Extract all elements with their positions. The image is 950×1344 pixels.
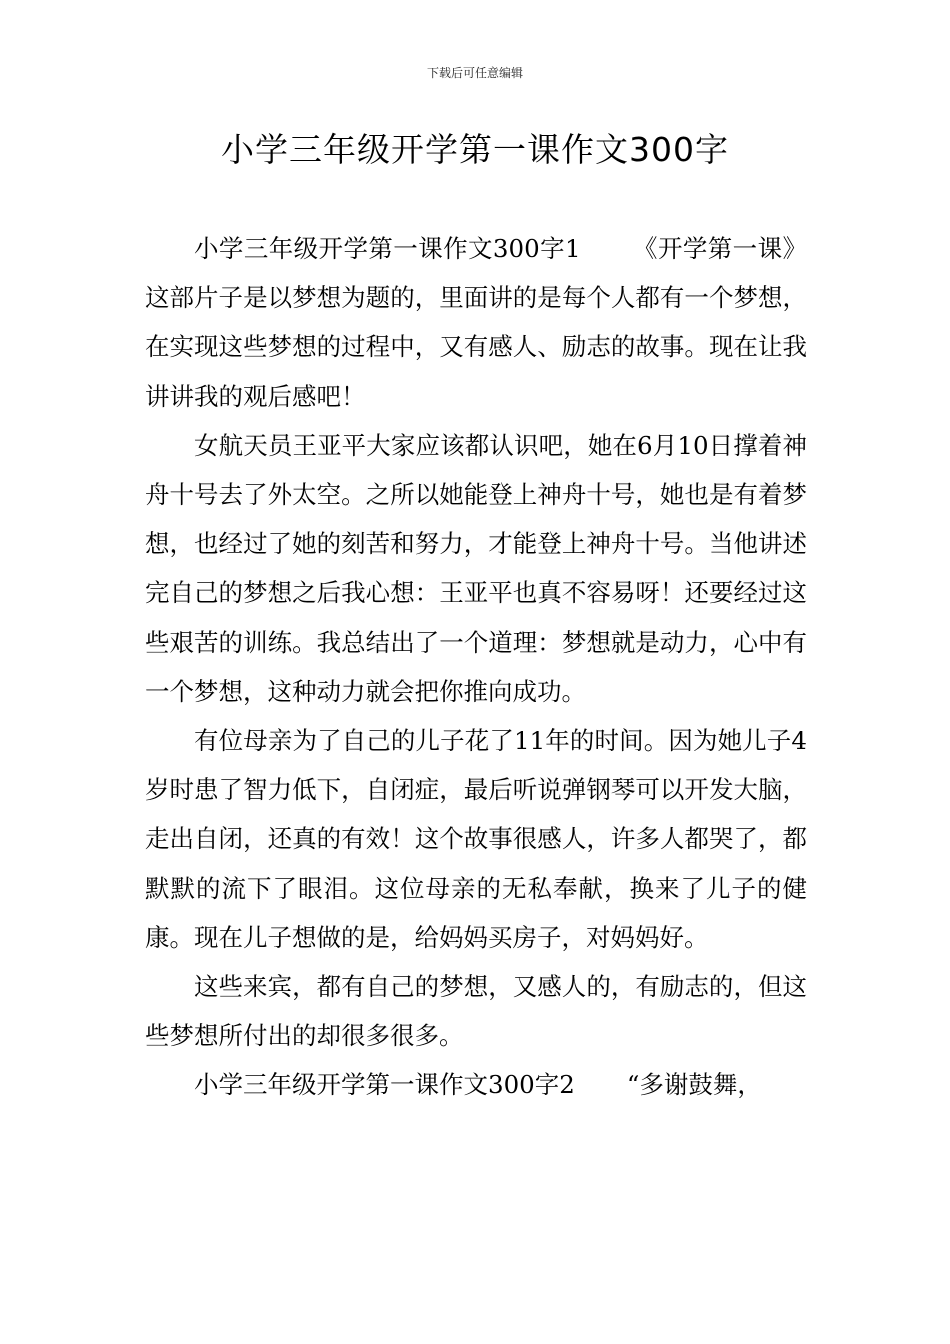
paragraph-3: 有位母亲为了自己的儿子花了11年的时间。因为她儿子4岁时患了智力低下，自闭症，最后听说弹钢琴可以开发大脑，走出自闭，还真的有效！这个故事很感人，许多人都哭了，都默默的流下了眼泪。这位母亲的无私奉献，换来了儿子的健康。现在儿子想做的是，给妈妈买房子，对妈妈好。 xyxy=(145,726,807,952)
paragraph-4: 这些来宾，都有自己的梦想，又感人的，有励志的，但这些梦想所付出的却很多很多。 xyxy=(145,972,807,1051)
essay-heading-2: 小学三年级开学第一课作文300字2 xyxy=(194,1070,575,1100)
essay-heading-1: 小学三年级开学第一课作文300字1 xyxy=(194,234,581,263)
paragraph-text: “多谢鼓舞， xyxy=(626,1070,762,1100)
document-body xyxy=(145,224,807,1110)
paragraph-text: 《开学第一课》这部片子是以梦想为题的，里面讲的是每个人都有一个梦想，在实现这些梦想的过程中，又有感人、励志的故事。现在让我讲讲我的观后感吧！ xyxy=(145,234,808,411)
paragraph-2: 女航天员王亚平大家应该都认识吧，她在6月10日撑着神舟十号去了外太空。之所以她能登上神舟十号，她也是有着梦想，也经过了她的刻苦和努力，才能登上神舟十号。当他讲述完自己的梦想之后我心想：王亚平也真不容易呀！还要经过这些艰苦的训练。我总结出了一个道理：梦想就是动力，心中有一个梦想，这种动力就会把你推向成功。 xyxy=(145,430,807,706)
paragraph-1 xyxy=(145,224,807,421)
header-note: 下载后可任意编辑 xyxy=(426,66,523,80)
document-title: 小学三年级开学第一课作文300字 xyxy=(221,130,729,169)
paragraph-5 xyxy=(145,1060,807,1109)
